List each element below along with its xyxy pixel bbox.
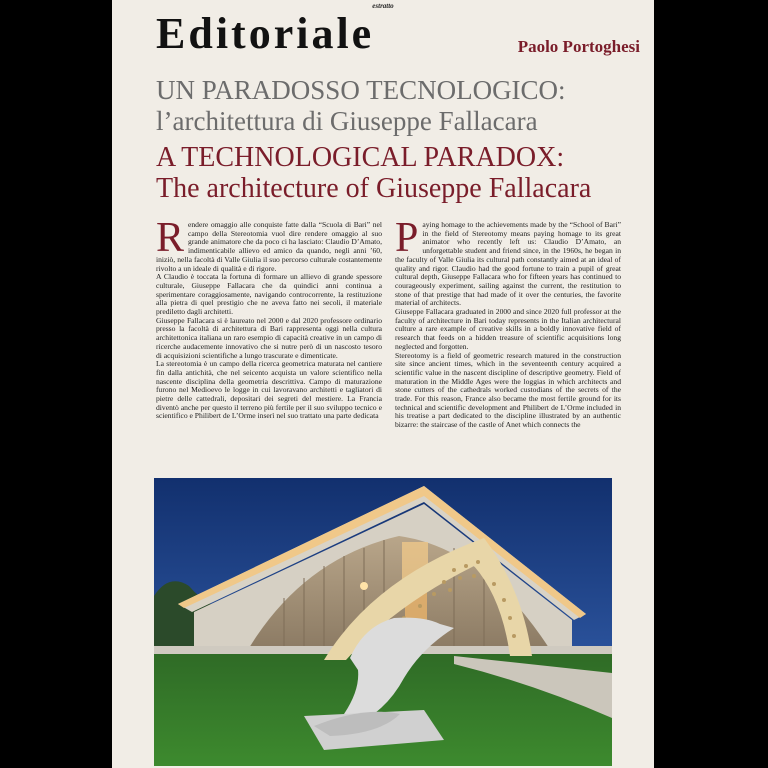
extract-tag: estratto xyxy=(372,2,394,10)
italian-title-line-1: UN PARADOSSO TECNOLOGICO: xyxy=(156,75,566,105)
english-text-column xyxy=(395,221,621,472)
paragraph: Paying homage to the achievements made by the “School of Bari” in the field of Stereotomy means paying homage to its great animator who recently left us: Claudio D’Amato, an unforgettable student and friend since, in the 1960s, he began in the faculty of Valle Giulia its cultural path constantly aimed at an ideal of quality and rigor. Claudio had the good fortune to train a pupil of great cultural depth, Giuseppe Fallacara who for fifteen years has continued to courageously experiment, sailing against the current, the restitution to stone of that prestige that had made of it over the centuries, the favorite material of architects. xyxy=(395,221,621,308)
drop-cap: P xyxy=(395,221,419,261)
author-name: Paolo Portoghesi xyxy=(517,37,640,56)
paragraph: Stereotomy is a field of geometric research matured in the construction site since ancient times, which in the seventeenth century acquired a scientific value in the nascent discipline of descriptive geometry. Field of maturation in the Middle Ages were the loggias in which architects and stone cutters of the cathedrals worked custodians of the secrets of the trade. For this reason, France also became the most fertile ground for its technical and scientific development and Philibert de L’Orme included in his treatise a part dedicated to the discipline illustrated by an authentic bizarre: the staircase of the castle of Anet which connects the xyxy=(395,350,621,430)
drop-cap: R xyxy=(156,221,185,261)
paragraph: A Claudio è toccata la fortuna di formare un allievo di grande spessore culturale, Giuseppe Fallacara che da quindici anni continua a sperimentare coraggiosamente, navigando controcorrente, la restituzione alla pietra di quel prestigio che ne aveva fatto nei secoli, il materiale prediletto dagli architetti. xyxy=(156,272,382,317)
italian-title-line-2: l’architettura di Giuseppe Fallacara xyxy=(156,106,538,136)
pavilion-illustration xyxy=(154,478,612,766)
architecture-photo xyxy=(154,478,612,766)
paragraph: Giuseppe Fallacara si è laureato nel 2000 e dal 2020 professore ordinario presso la facoltà di architettura di Bari rappresenta oggi nella cultura architettonica italiana un raro esempio di capacità creative in un campo di ricerche audacemente innovativo che si nutre però di un nascosto tesoro di acquisizioni scientifiche a lungo trascurate e dimenticate. xyxy=(156,315,382,360)
wall-lamp xyxy=(360,582,368,590)
paragraph: Rendere omaggio alle conquiste fatte dalla “Scuola di Bari” nel campo della Stereotomia vuol dire rendere omaggio al suo grande animatore che da poco ci ha lasciato: Claudio D’Amato, indimenticabile allievo ed amico da quando, negli anni ’60, iniziò, nella facoltà di Valle Giulia il suo percorso culturale costantemente rivolto a un ideale di qualità e di rigore. xyxy=(156,221,382,273)
paragraph: La stereotomia è un campo della ricerca geometrica maturata nel cantiere fin dalla antichità, che nel seicento acquista un valore scientifico nella nascente disciplina della geometria descrittiva. Campo di maturazione furono nel Medioevo le logge in cui lavoravano architetti e tagliatori di pietre delle cattedrali, depositari dei segreti del mestiere. La Francia diventò anche per questo il terreno più fertile per il suo sviluppo tecnico e scientifico e Philibert de L’Orme inserì nel suo trattato una parte dedicata xyxy=(156,359,382,421)
english-title-line-2: The architecture of Giuseppe Fallacara xyxy=(156,173,592,204)
section-heading: Editoriale xyxy=(156,9,375,58)
paragraph: Giuseppe Fallacara graduated in 2000 and since 2020 full professor at the faculty of architecture in Bari today represents in the Italian architectural culture a rare example of creative skills in a boldly innovative field of research that feeds on a hidden treasure of scientific acquisitions long neglected and forgotten. xyxy=(395,307,621,351)
italian-text-column xyxy=(156,221,382,472)
english-title-line-1: A TECHNOLOGICAL PARADOX: xyxy=(156,142,565,173)
magazine-page xyxy=(112,0,654,768)
